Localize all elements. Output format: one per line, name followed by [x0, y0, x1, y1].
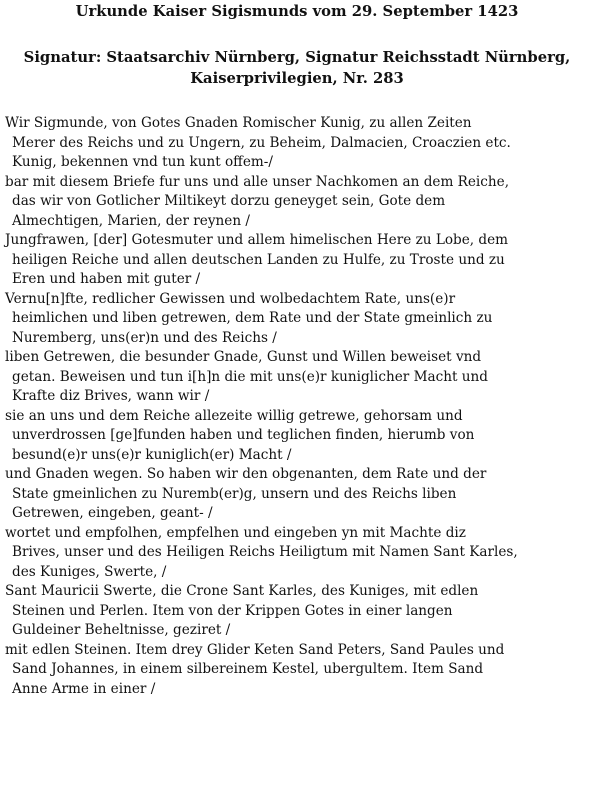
archive-signature	[0, 47, 594, 89]
text-line: Krafte diz Brives, wann wir /	[12, 388, 210, 404]
text-line: State gmeinlichen zu Nuremb(er)g, unsern und des Reichs liben	[12, 485, 457, 502]
text-line: Steinen und Perlen. Item von der Krippen Gotes in einer langen	[12, 602, 453, 619]
text-line: Guldeiner Beheltnisse, geziret /	[12, 622, 231, 638]
text-line: heimlichen und liben getrewen, dem Rate und der State gmeinlich zu	[12, 310, 493, 326]
text-line: wortet und empfolhen, empfelhen und eingeben yn mit Machte diz	[5, 524, 466, 541]
text-line: Sand Johannes, in einem silbereinem Kestel, ubergultem. Item Sand	[12, 661, 484, 677]
text-line: Kunig, bekennen vnd tun kunt offem-/	[12, 154, 273, 170]
text-line: Anne Arme in einer /	[12, 680, 156, 697]
text-line: und Gnaden wegen. So haben wir den obgenanten, dem Rate und der	[5, 466, 487, 482]
text-line: Nuremberg, uns(er)n und des Reichs /	[12, 329, 277, 346]
signature-line: Signatur: Staatsarchiv Nürnberg, Signatur Reichsstadt Nürnberg,	[23, 49, 571, 66]
text-line: Sant Mauricii Swerte, die Crone Sant Karles, des Kuniges, mit edlen	[5, 583, 479, 599]
document-body	[5, 114, 593, 699]
text-line: liben Getrewen, die besunder Gnade, Gunst und Willen beweiset vnd	[5, 349, 482, 365]
text-line: Wir Sigmunde, von Gotes Gnaden Romischer Kunig, zu allen Zeiten	[5, 115, 472, 131]
text-line: unverdrossen [ge]funden haben und teglichen finden, hierumb von	[12, 427, 475, 443]
text-line: Vernu[n]fte, redlicher Gewissen und wolbedachtem Rate, uns(e)r	[5, 290, 456, 307]
text-line: des Kuniges, Swerte, /	[12, 563, 167, 580]
text-line: sie an uns und dem Reiche allezeite willig getrewe, gehorsam und	[5, 407, 463, 424]
text-line: heiligen Reiche und allen deutschen Landen zu Hulfe, zu Troste und zu	[12, 251, 505, 268]
text-line: Almechtigen, Marien, der reynen /	[12, 212, 250, 229]
text-line: Brives, unser und des Heiligen Reichs Heiligtum mit Namen Sant Karles,	[12, 544, 518, 560]
text-line: Eren und haben mit guter /	[12, 271, 201, 287]
text-line: das wir von Gotlicher Miltikeyt dorzu geneyget sein, Gote dem	[12, 193, 446, 209]
text-line: Getrewen, eingeben, geant- /	[12, 505, 213, 521]
text-line: getan. Beweisen und tun i[h]n die mit uns(e)r kuniglicher Macht und	[12, 368, 488, 385]
text-line: bar mit diesem Briefe fur uns und alle unser Nachkomen an dem Reiche,	[5, 173, 510, 190]
signature-line: Kaiserprivilegien, Nr. 283	[190, 70, 404, 87]
document-title: Urkunde Kaiser Sigismunds vom 29. September 1423	[75, 3, 519, 20]
text-line: besund(e)r uns(e)r kuniglich(er) Macht /	[12, 446, 292, 463]
text-line: mit edlen Steinen. Item drey Glider Keten Sand Peters, Sand Paules und	[5, 641, 505, 658]
text-line: Jungfrawen, [der] Gotesmuter und allem himelischen Here zu Lobe, dem	[5, 232, 509, 248]
text-line: Merer des Reichs und zu Ungern, zu Beheim, Dalmacien, Croaczien etc.	[12, 134, 511, 151]
